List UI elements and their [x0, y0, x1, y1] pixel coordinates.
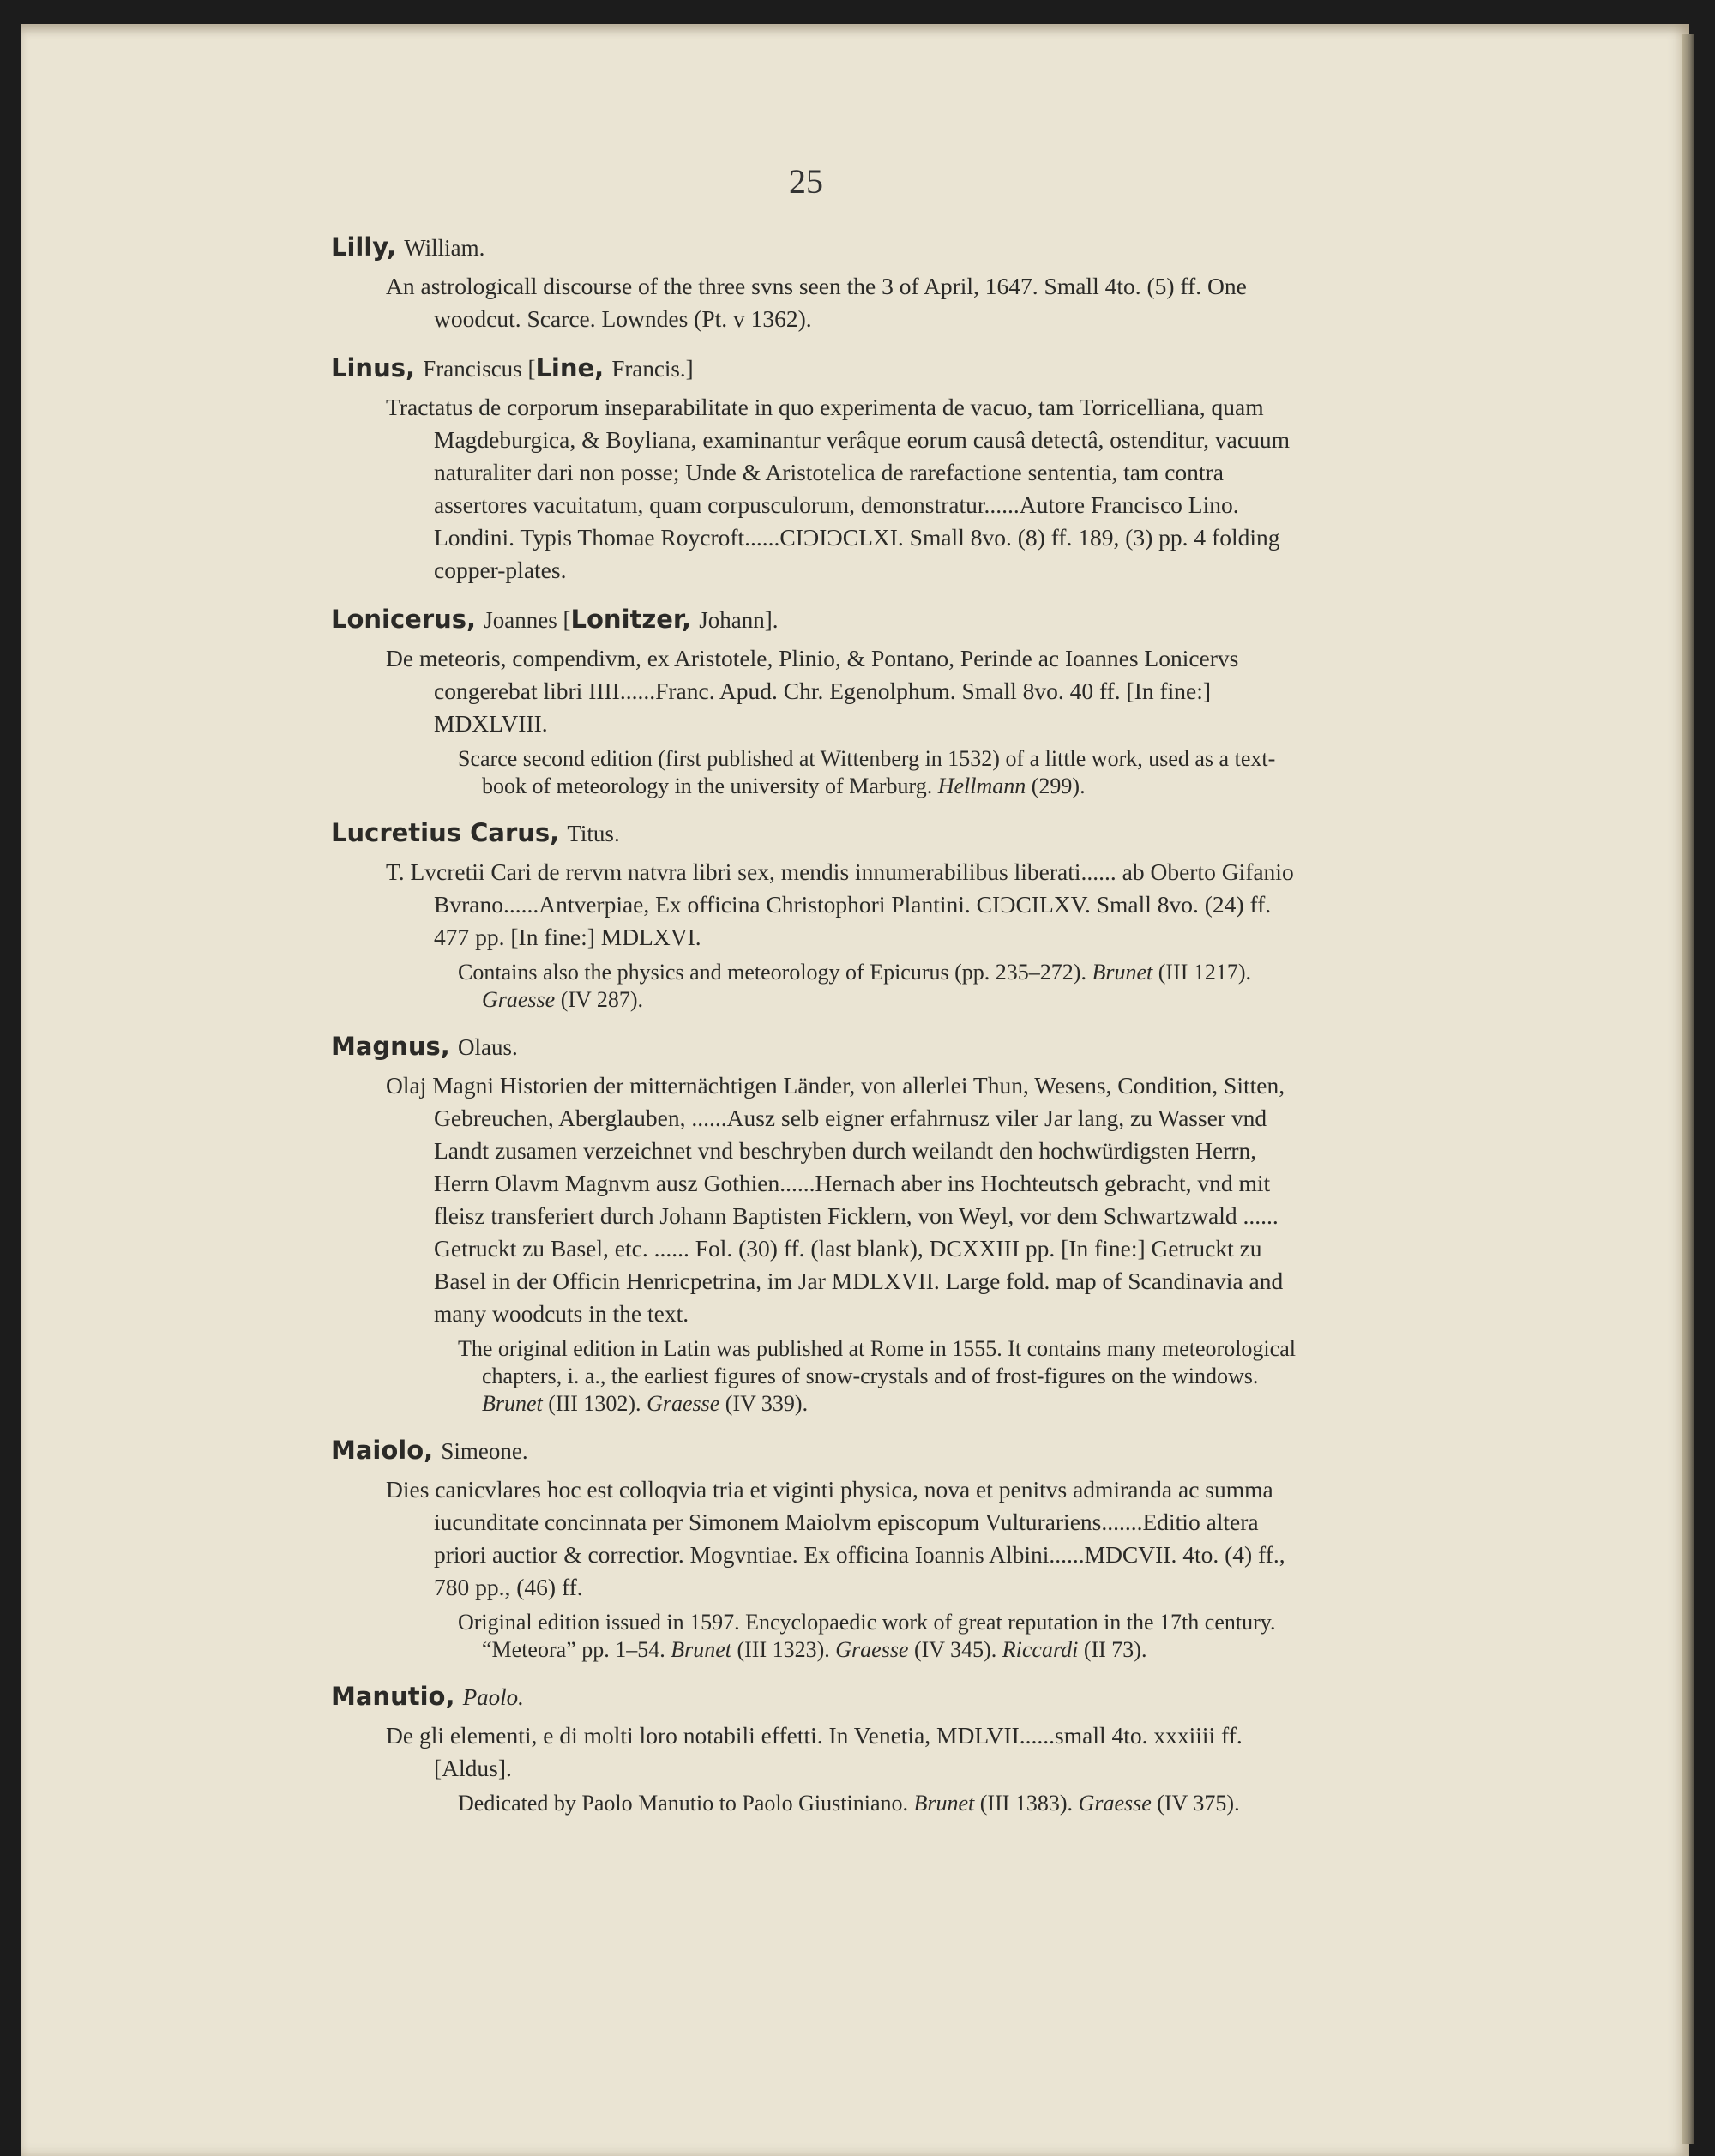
entry-title: De gli elementi, e di molti loro notabili effetti. In Venetia, MDLVII......small 4to. xxxiiii ff. [Aldus]. — [386, 1722, 1243, 1781]
author-first-name: Joannes [ — [484, 607, 571, 633]
entry-title: De meteoris, compendivm, ex Aristotele, Plinio, & Pontano, Perinde ac Ioannes Lonicervs congerebat libri IIII......Franc. Apud. Chr. Egenolphum. Small 8vo. 40 ff. [In fine:] MDXLVIII. — [386, 645, 1239, 737]
entry-note — [458, 1790, 1300, 1817]
reference-hellmann: Hellmann — [937, 774, 1026, 798]
entry-title: Tractatus de corporum inseparabilitate in quo experimenta de vacuo, tam Torricelliana, quam Magdeburgica, & Boyliana, examinantur verâque eorum causâ detectâ, ostenditur, vacuum naturaliter dari non posse; Unde & Aristotelica de rarefactione sententia, tam contra assertores vacuitatum, quam corpusculorum, demonstratur......Autore Francisco Lino. Londini. Typis Thomae Roycroft......CIƆIƆCLXI. Small 8vo. (8) ff. 189, (3) pp. 4 folding copper-plates. — [386, 394, 1290, 583]
author-alt-name: Line, — [535, 353, 605, 382]
note-text: (299). — [1031, 774, 1086, 798]
author-first-name: Franciscus [ — [423, 356, 536, 382]
author-name: Lonicerus, — [331, 605, 477, 634]
author-name: Maiolo, — [331, 1436, 434, 1465]
author-name: Lilly, — [331, 232, 396, 262]
author-name: Lucretius Carus, — [331, 818, 560, 847]
note-text: (IV 345). — [913, 1637, 997, 1662]
note-text: (III 1217). — [1158, 960, 1252, 985]
entry-heading — [331, 351, 1300, 386]
author-name: Linus, — [331, 353, 415, 382]
author-alt-name: Lonitzer, — [570, 605, 691, 634]
page-number: 25 — [789, 162, 823, 201]
note-text: (II 73). — [1083, 1637, 1147, 1662]
entry-heading — [331, 602, 1300, 637]
reference-graesse: Graesse — [1078, 1791, 1152, 1816]
reference-graesse: Graesse — [835, 1637, 909, 1662]
entry-note — [458, 959, 1300, 1014]
note-text: Contains also the physics and meteorology of Epicurus (pp. 235–272). — [458, 960, 1086, 985]
author-name: Magnus, — [331, 1032, 450, 1061]
entry-lonicerus — [331, 602, 1300, 800]
entry-heading — [331, 816, 1300, 851]
note-text: (III 1383). — [979, 1791, 1074, 1816]
author-first-name: Paolo. — [462, 1684, 524, 1710]
author-alt-first-name: Francis.] — [611, 356, 694, 382]
note-text: Dedicated by Paolo Manutio to Paolo Giustiniano. — [458, 1791, 908, 1816]
reference-brunet: Brunet — [913, 1791, 975, 1816]
reference-graesse: Graesse — [482, 987, 556, 1012]
note-text: Scarce second edition (first published at Wittenberg in 1532) of a little work, used as a text-book of meteorology in the university of Marburg. — [458, 746, 1276, 798]
author-name: Manutio, — [331, 1682, 455, 1711]
note-text: (IV 287). — [560, 987, 643, 1012]
reference-brunet: Brunet — [671, 1637, 731, 1662]
entry-title: Olaj Magni Historien der mitternächtigen Länder, von allerlei Thun, Wesens, Condition, Sitten, Gebreuchen, Aberglauben, ......Ausz selb eigner erfahrnusz viler Jar lang, zu Wasser vnd Landt zusamen verzeichnet vnd beschryben durch weilandt den hochwürdigsten Herrn, Herrn Olavm Magnvm ausz Gothien......Hernach aber ins Hochteutsch gebracht, vnd mit fleisz transferiert durch Johann Baptisten Ficklern, von Weyl, vor dem Schwartzwald ...... Getruckt zu Basel, etc. ...... Fol. (30) ff. (last blank), DCXXIII pp. [In fine:] Getruckt zu Basel in der Officin Henricpetrina, im Jar MDLXVII. Large fold. map of Scandinavia and many woodcuts in the text. — [386, 1072, 1285, 1327]
entry-magnus — [331, 1029, 1300, 1418]
entry-title: An astrologicall discourse of the three svns seen the 3 of April, 1647. Small 4to. (5) ff. One woodcut. Scarce. Lowndes (Pt. v 1362). — [386, 273, 1247, 332]
entry-note — [458, 1335, 1300, 1418]
author-first-name: William. — [404, 235, 485, 261]
entry-note — [458, 1609, 1300, 1664]
entry-note — [458, 745, 1300, 800]
bibliography-content — [331, 230, 1300, 1833]
reference-brunet: Brunet — [482, 1391, 543, 1416]
reference-brunet: Brunet — [1092, 960, 1153, 985]
author-first-name: Titus. — [567, 821, 620, 846]
entry-heading — [331, 1029, 1300, 1064]
note-text: (III 1323). — [737, 1637, 830, 1662]
author-alt-first-name: Johann]. — [699, 607, 779, 633]
entry-title: Dies canicvlares hoc est colloqvia tria et viginti physica, nova et penitvs admiranda ac summa iucunditate concinnata per Simonem Maiolvm episcopum Vulturariens.......Editio altera priori auctior & correctior. Mogvntiae. Ex officina Ioannis Albini......MDCVII. 4to. (4) ff., 780 pp., (46) ff. — [386, 1476, 1285, 1600]
note-text: (IV 339). — [725, 1391, 809, 1416]
entry-maiolo — [331, 1433, 1300, 1664]
entry-lilly — [331, 230, 1300, 335]
note-text: The original edition in Latin was published at Rome in 1555. It contains many meteorological chapters, i. a., the earliest figures of snow-crystals and of frost-figures on the windows. — [458, 1336, 1296, 1388]
entry-heading — [331, 1679, 1300, 1714]
author-first-name: Olaus. — [457, 1034, 518, 1060]
entry-lucretius — [331, 816, 1300, 1014]
page-edge — [1682, 34, 1694, 2144]
entry-manutio — [331, 1679, 1300, 1817]
reference-graesse: Graesse — [647, 1391, 720, 1416]
entry-heading — [331, 1433, 1300, 1468]
entry-heading — [331, 230, 1300, 265]
reference-riccardi: Riccardi — [1002, 1637, 1079, 1662]
note-text: (III 1302). — [548, 1391, 641, 1416]
note-text: Original edition issued in 1597. Encyclopaedic work of great reputation in the 17th century. “Meteora” pp. 1–54. — [458, 1610, 1276, 1662]
author-first-name: Simeone. — [441, 1438, 528, 1464]
note-text: (IV 375). — [1157, 1791, 1240, 1816]
entry-linus — [331, 351, 1300, 587]
entry-title: T. Lvcretii Cari de rervm natvra libri sex, mendis innumerabilibus liberati...... ab Oberto Gifanio Bvrano......Antverpiae, Ex officina Christophori Plantini. CIƆCILXV. Small 8vo. (24) ff. 477 pp. [In fine:] MDLXVI. — [386, 858, 1294, 950]
